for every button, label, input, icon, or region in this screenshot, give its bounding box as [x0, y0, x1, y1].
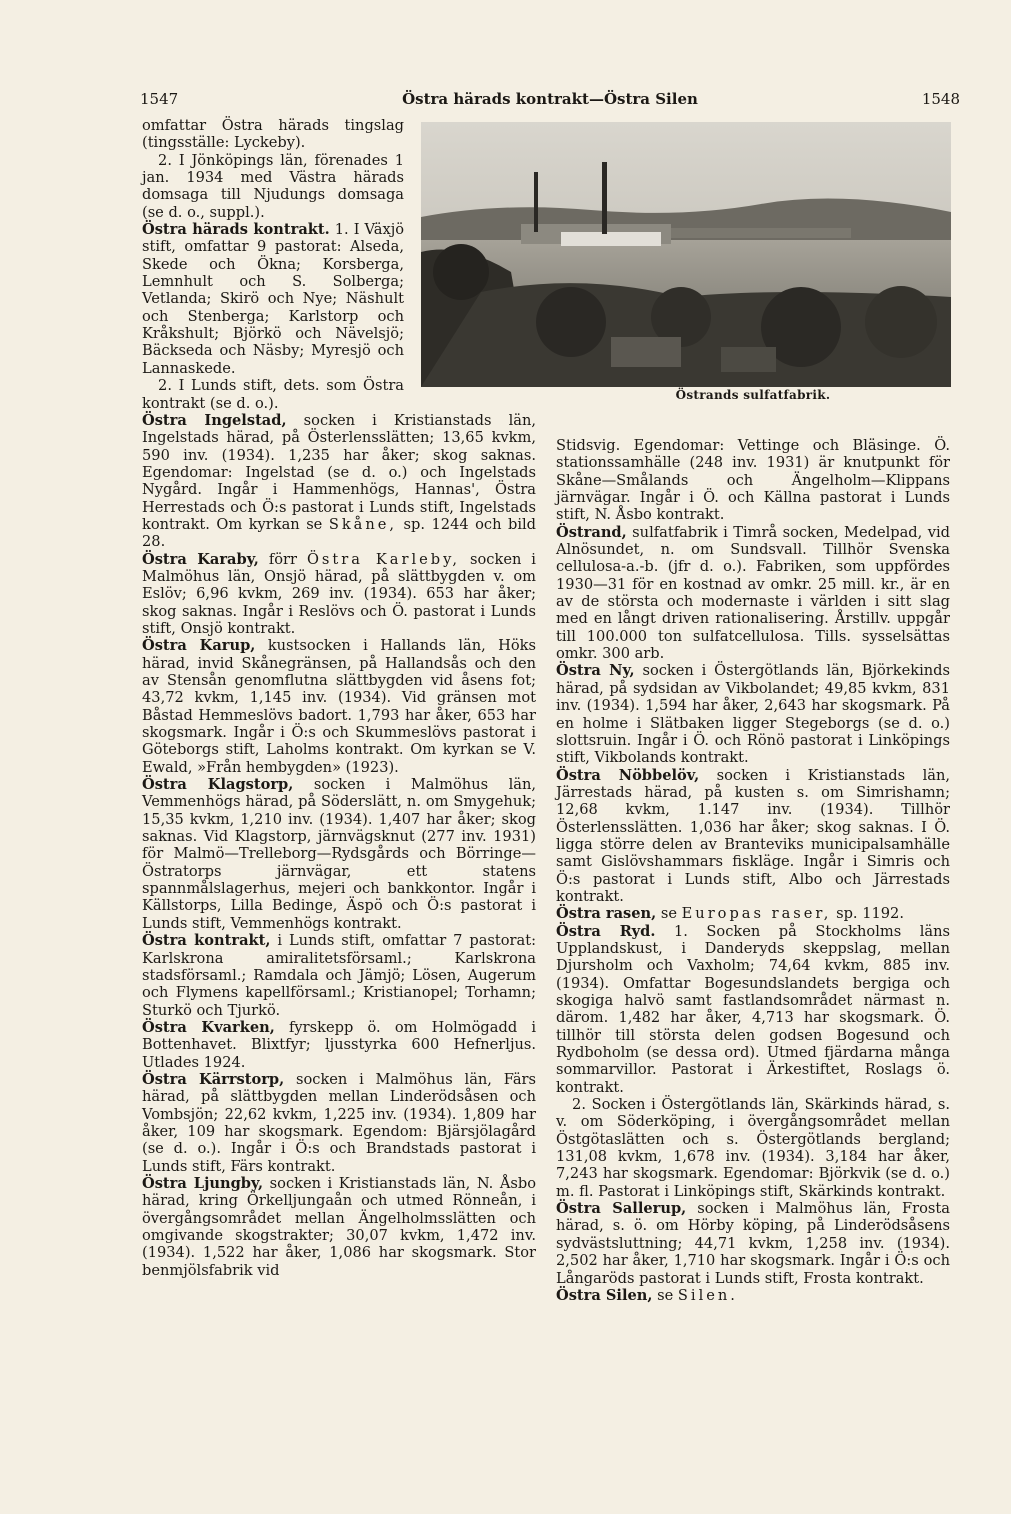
entry-text: se	[652, 1286, 678, 1304]
entry-headword: Östra Nöbbelöv,	[556, 766, 700, 784]
entry-text: sp. 1244 och bild 28.	[142, 515, 536, 551]
spaced-text: Östra Karleby,	[306, 550, 461, 568]
entry-ostra-ny	[556, 662, 950, 766]
entry-ostra-kontrakt	[142, 932, 536, 1019]
entry-text: i Lunds stift, omfattar 7 pastorat: Karlskrona amiralitetsförsaml.; Karlskrona stadsförsaml.; Ramdala och Jämjö; Lösen, Augerum och Flymens kapellförsaml.; Kristianopel; Torhamn; Sturkö och Tjurkö.	[142, 932, 537, 1019]
entry-headword: Östra rasen,	[556, 905, 657, 923]
entry-headword: Östra Ny,	[556, 662, 635, 680]
text: 2. Socken i Östergötlands län, Skärkinds härad, s. v. om Söderköping, i övergångsområdet mellan Östgötaslätten och s. Östergötlands bergland; 131,08 kvkm, 1,678 inv. (1934). 3,184 har åker, 7,243 har skogsmark. Egendomar: Björkvik (se d. o.) m. fl. Pastorat i Linköpings stift, Skärkinds kontrakt.	[556, 1096, 950, 1200]
entry-ostra-karrstorp	[142, 1071, 536, 1175]
entry-headword: Östra Ingelstad,	[142, 411, 287, 429]
entry-ostra-ingelstad	[142, 412, 536, 551]
entry-headword: Östra Kvarken,	[142, 1018, 275, 1036]
entry-ostra-klagstorp	[142, 776, 536, 932]
entry-headword: Östra Silen,	[556, 1286, 653, 1304]
entry-headword: Östra Ljungby,	[142, 1174, 264, 1192]
running-title: Östra härads kontrakt—Östra Silen	[402, 90, 698, 108]
text: Stidsvig. Egendomar: Vettinge och Bläsinge. Ö. stationssamhälle (248 inv. 1931) är knutpunkt för Skåne—Smålands och Ängelholm—Klippans järnvägar. Ingår i Ö. och Källna pastorat i Lunds stift, N. Åsbo kontrakt.	[556, 437, 950, 524]
entry-ostra-silen	[556, 1287, 950, 1304]
entry-headword: Östra Karup,	[142, 637, 256, 655]
spaced-text: Skåne,	[328, 515, 398, 533]
spaced-text: Silen.	[677, 1286, 738, 1304]
entry-text: socken i Malmöhus län, Onsjö härad, på slättbygden v. om Eslöv; 6,96 kvkm, 269 inv. (1934). 653 har åker; skog saknas. Ingår i Reslövs och Ö. pastorat i Lunds stift, Onsjö kontrakt.	[142, 550, 536, 637]
entry-text: socken i Malmöhus län, Frosta härad, s. ö. om Hörby köping, på Linderödsåsens sydvästsluttning; 44,71 kvkm, 1,258 inv. (1934). 2,502 har åker, 1,710 har skogsmark. Ingår i Ö:s och Långaröds pastorat i Lunds stift, Frosta kontrakt.	[556, 1200, 950, 1287]
entry-text: 1. I Växjö stift, omfattar 9 pastorat: Alseda, Skede och Ökna; Korsberga, Lemnhult och S. Solberga; Vetlanda; Skirö och Nye; Näshult och Stenberga; Karlstorp och Kråkshult; Björkö och Nävelsjö; Bäckseda och Näsby; Myresjö och Lannaskede.	[142, 221, 405, 377]
page-header	[140, 90, 960, 112]
entry-ostra-karup	[142, 637, 536, 776]
entry-text: socken i Malmöhus län, Färs härad, på slättbygden mellan Linderödsåsen och Vombsjön; 22,62 kvkm, 1,225 inv. (1934). 1,809 har åker, 109 har skogsmark. Egendom: Bjärsjölagård (se d. o.). Ingår i Ö:s och Brandstads pastorat i Lunds stift, Färs kontrakt.	[142, 1070, 537, 1175]
entry-text: 1. Socken på Stockholms läns Upplandskust, i Danderyds skeppslag, mellan Djursholm och Vaxholm; 74,64 kvkm, 885 inv. (1934). Omfattar Bogesundslandets bergiga och skogiga halvö samt fastlandsområdet närmast n. därom. 1,482 har åker, 4,713 har skogsmark. Ö. tillhör till största delen godsen Bogesund och Rydboholm (se dessa ord). Utmed fjärdarna många sommarvillor. Pastorat i Ärkestiftet, Roslags ö. kontrakt.	[556, 922, 950, 1096]
entry-ostra-nobbelov	[556, 767, 950, 906]
entry-headword: Östra Klagstorp,	[142, 776, 294, 794]
entry-headword: Östrand,	[556, 523, 627, 541]
entry-headword: Östra Sallerup,	[556, 1200, 687, 1218]
column-left	[142, 117, 536, 1279]
paragraph	[142, 377, 404, 412]
entry-text: socken i Malmöhus län, Vemmenhögs härad, på Söderslätt, n. om Smygehuk; 15,35 kvkm, 1,210 inv. (1934). 1,407 har åker; skog saknas. Vid Klagstorp, järnvägsknut (277 inv. 1931) för Malmö—Trelleborg—Rydsgårds och Börringe—Östratorps järnvägar, ett statens spannmålslagerhus, mejeri och bankkontor. Ingår i Källstorps, Lilla Bedinge, Äspö och Ö:s pastorat i Lunds stift, Vemmenhögs kontrakt.	[142, 776, 536, 932]
entry-text: socken i Kristianstads län, Ingelstads härad, på Österlensslätten; 13,65 kvkm, 590 inv. (1934). 1,235 har åker; skog saknas. Egendomar: Ingelstad (se d. o.) och Ingelstads Nygård. Ingår i Hammenhögs, Hannas', Östra Herrestads och Ö:s pastorat i Lunds stift, Ingelstads kontrakt. Om kyrkan se	[142, 411, 536, 533]
entry-ostra-kvarken	[142, 1019, 536, 1071]
entry-ostrand	[556, 524, 950, 663]
narrow-block	[142, 117, 404, 412]
spaced-text: Europas raser,	[681, 905, 832, 923]
text: 2. I Lunds stift, dets. som Östra kontrakt (se d. o.).	[142, 377, 404, 412]
entry-text: sulfatfabrik i Timrå socken, Medelpad, vid Alnösundet, n. om Sundsvall. Tillhör Svenska cellulosa-a.-b. (jfr d. o.). Fabriken, som uppfördes 1930—31 för en kostnad av omkr. 25 mill. kr., är en av de största och modernaste i världen i sitt slag med en långt driven rationalisering. Årstillv. uppgår till 100.000 ton sulfatcellulosa. Tills. sysselsättas omkr. 300 arb.	[556, 523, 950, 663]
entry-ostra-ljungby	[142, 1175, 536, 1279]
entry-ostra-harads-kontrakt	[142, 221, 404, 377]
entry-ostra-sallerup	[556, 1200, 950, 1287]
entry-text: se	[656, 905, 682, 923]
entry-headword: Östra Ryd.	[556, 922, 656, 940]
paragraph	[142, 117, 404, 152]
entry-text: socken i Östergötlands län, Björkekinds härad, på sydsidan av Vikbolandet; 49,85 kvkm, 831 inv. (1934). 1,594 har åker, 2,643 har skogsmark. På en holme i Slätbaken ligger Stegeborgs (se d. o.) slottsruin. Ingår i Ö. och Rönö pastorat i Linköpings stift, Vikbolands kontrakt.	[556, 662, 950, 767]
text: omfattar Östra härads tingslag (tingsställe: Lyckeby).	[142, 117, 404, 152]
entry-ostra-rasen	[556, 905, 950, 922]
page-number-right: 1548	[921, 90, 960, 108]
column-right	[556, 437, 950, 1304]
entry-text: kustsocken i Hallands län, Höks härad, invid Skånegränsen, på Hallandsås och den av Stensån genomflutna slättbygden vid åsens fot; 43,72 kvkm, 1,145 inv. (1934). Vid gränsen mot Båstad Hemmeslövs badort. 1,793 har åker, 653 har skogsmark. Ingår i Ö:s och Skummeslövs pastorat i Göteborgs stift, Laholms kontrakt. Om kyrkan se V. Ewald, »Från hembygden» (1923).	[142, 637, 537, 776]
entry-text: socken i Kristianstads län, Järrestads härad, på kusten s. om Simrishamn; 12,68 kvkm, 1.147 inv. (1934). Tillhör Österlensslätten. 1,036 har åker; skog saknas. I Ö. ligga större delen av Branteviks municipalsamhälle samt Gislövshammars fiskläge. Ingår i Simris och Ö:s pastorat i Lunds stift, Albo och Järrestads kontrakt.	[556, 766, 951, 905]
page-number-left: 1547	[140, 90, 179, 108]
figure-caption: Östrands sulfatfabrik.	[675, 388, 831, 402]
entry-headword: Östra Karaby,	[142, 550, 259, 568]
entry-ostra-karaby	[142, 551, 536, 638]
entry-headword: Östra härads kontrakt.	[142, 221, 330, 239]
entry-text: socken i Kristianstads län, N. Åsbo härad, kring Örkelljungaån och utmed Rönneån, i övergångsområdet mellan Ängelholmsslätten och omgivande skogstrakter; 30,07 kvkm, 1,472 inv. (1934). 1,522 har åker, 1,086 har skogsmark. Stor benmjölsfabrik vid	[142, 1174, 536, 1279]
entry-text: förr	[258, 550, 307, 568]
entry-text: fyrskepp ö. om Holmögadd i Bottenhavet. Blixtfyr; ljusstyrka 600 Hefnerljus. Utlades 1924.	[142, 1018, 537, 1071]
text: 2. I Jönköpings län, förenades 1 jan. 1934 med Västra härads domsaga till Njudungs domsaga (se d. o., suppl.).	[142, 151, 404, 221]
entry-ostra-ryd	[556, 923, 950, 1096]
paragraph-continuation	[556, 437, 950, 524]
entry-headword: Östra Kärrstorp,	[142, 1070, 285, 1088]
paragraph	[556, 1096, 950, 1200]
entry-text: sp. 1192.	[831, 905, 904, 923]
entry-headword: Östra kontrakt,	[142, 932, 271, 950]
paragraph	[142, 152, 404, 221]
